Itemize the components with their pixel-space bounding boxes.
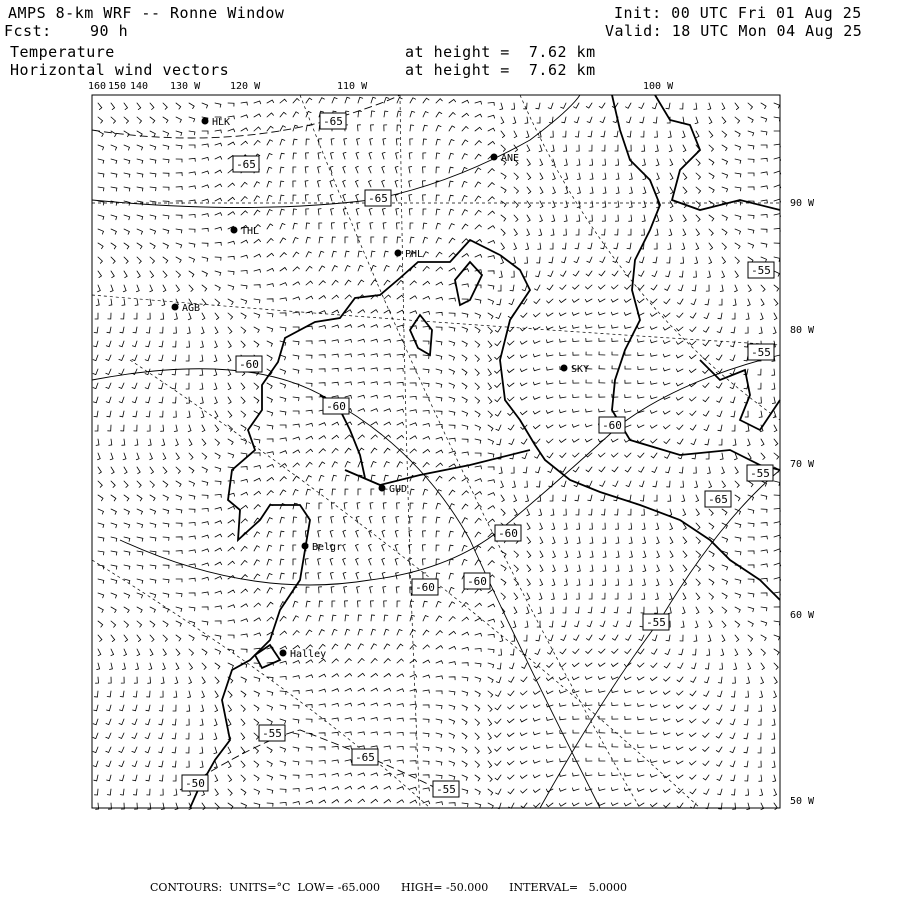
- valid-time: Valid: 18 UTC Mon 04 Aug 25: [605, 22, 863, 40]
- station-label: AGB: [182, 303, 201, 314]
- contour-label-text: -55: [750, 467, 770, 480]
- right-axis-label: 60 W: [790, 610, 815, 621]
- station-ane: [491, 153, 520, 164]
- contour-label: [705, 491, 731, 507]
- coast-peninsula-north: [655, 95, 780, 210]
- coast-south: [500, 255, 780, 600]
- contour-label-text: -50: [185, 777, 205, 790]
- station-label: GUD: [389, 484, 408, 495]
- contour-line-5: [540, 470, 780, 808]
- station-marker: [202, 118, 209, 125]
- contour-label-text: -65: [708, 493, 728, 506]
- contour-label-text: -55: [436, 783, 456, 796]
- station-agb: [172, 303, 201, 314]
- contour-label-text: -60: [602, 419, 622, 432]
- contour-label-text: -65: [368, 192, 388, 205]
- right-axis-label: 90 W: [790, 198, 815, 209]
- contour-label: [643, 614, 669, 630]
- contour-label: [365, 190, 391, 206]
- top-axis-label: 120 W: [230, 81, 261, 92]
- coast-peninsula-east: [700, 360, 780, 430]
- contour-label: [433, 781, 459, 797]
- contour-label-text: -55: [646, 616, 666, 629]
- station-label: Halley: [290, 649, 327, 660]
- top-axis-label: 140: [130, 81, 149, 92]
- contour-label-text: -60: [415, 581, 435, 594]
- contour-label-text: -60: [467, 575, 487, 588]
- coast-west: [190, 240, 500, 808]
- contour-label: [464, 573, 490, 589]
- station-label: ANE: [501, 153, 520, 164]
- top-axis-label: 110 W: [337, 81, 368, 92]
- coast-peninsula-west: [612, 95, 780, 470]
- contour-label-text: -65: [355, 751, 375, 764]
- station-hlk: [202, 117, 231, 128]
- contour-label: [236, 356, 262, 372]
- station-marker: [280, 650, 287, 657]
- contour-label: [320, 113, 346, 129]
- contour-label-text: -60: [239, 358, 259, 371]
- station-phl: [395, 249, 424, 260]
- station-marker: [379, 485, 386, 492]
- station-thl: [231, 226, 260, 237]
- contour-label-text: -65: [323, 115, 343, 128]
- ice-shelf-front: [345, 450, 530, 485]
- height-temperature: at height = 7.62 km: [405, 43, 596, 61]
- grid-line-meridian-4: [400, 95, 420, 808]
- contour-label-text: -65: [236, 158, 256, 171]
- station-gud: [379, 484, 408, 495]
- contour-label: [412, 579, 438, 595]
- axis-labels: [88, 81, 815, 807]
- coastline: [190, 95, 780, 808]
- right-axis-label: 80 W: [790, 325, 815, 336]
- contour-label: [323, 398, 349, 414]
- contour-label-text: -60: [498, 527, 518, 540]
- height-wind: at height = 7.62 km: [405, 61, 596, 79]
- station-halley: [280, 649, 327, 660]
- top-axis-label: 100 W: [643, 81, 674, 92]
- right-axis-label: 70 W: [790, 459, 815, 470]
- station-label: SKY: [571, 364, 590, 375]
- station-belgr: [302, 542, 343, 553]
- contour-line-4: [120, 355, 780, 585]
- contour-label: [182, 775, 208, 791]
- contour-footer: CONTOURS: UNITS=°C LOW= -65.000 HIGH= -50.000 INTERVAL= 5.0000: [150, 881, 628, 894]
- top-axis-label: 130 W: [170, 81, 201, 92]
- contour-label-text: -55: [751, 346, 771, 359]
- station-label: HLK: [212, 117, 231, 128]
- contour-label: [748, 262, 774, 278]
- contour-label: [747, 465, 773, 481]
- top-axis-label: 150: [108, 81, 127, 92]
- top-axis-label: 160: [88, 81, 107, 92]
- island-2: [455, 262, 482, 305]
- contour-label: [233, 156, 259, 172]
- contour-label: [352, 749, 378, 765]
- station-marker: [561, 365, 568, 372]
- contour-label: [259, 725, 285, 741]
- station-label: PHL: [405, 249, 424, 260]
- contour-label: [599, 417, 625, 433]
- station-marker: [491, 154, 498, 161]
- station-marker: [172, 304, 179, 311]
- station-label: Belgr: [312, 542, 343, 553]
- station-marker: [395, 250, 402, 257]
- contour-label-text: -60: [326, 400, 346, 413]
- right-axis-label: 50 W: [790, 796, 815, 807]
- station-sky: [561, 364, 590, 375]
- map-title: AMPS 8-km WRF -- Ronne Window: [8, 4, 285, 22]
- field-wind: Horizontal wind vectors: [10, 61, 230, 79]
- station-marker: [231, 227, 238, 234]
- station-label: THL: [241, 226, 260, 237]
- init-time: Init: 00 UTC Fri 01 Aug 25: [614, 4, 862, 22]
- grid-line-meridian-3: [92, 560, 430, 808]
- contour-label: [495, 525, 521, 541]
- contour-label: [748, 344, 774, 360]
- forecast-hour: 90 h: [90, 22, 129, 40]
- contour-label-text: -55: [751, 264, 771, 277]
- station-marker: [302, 543, 309, 550]
- contour-label-text: -55: [262, 727, 282, 740]
- contour-line-3: [92, 369, 600, 808]
- field-temperature: Temperature: [10, 43, 115, 61]
- forecast-label: Fcst:: [4, 22, 52, 40]
